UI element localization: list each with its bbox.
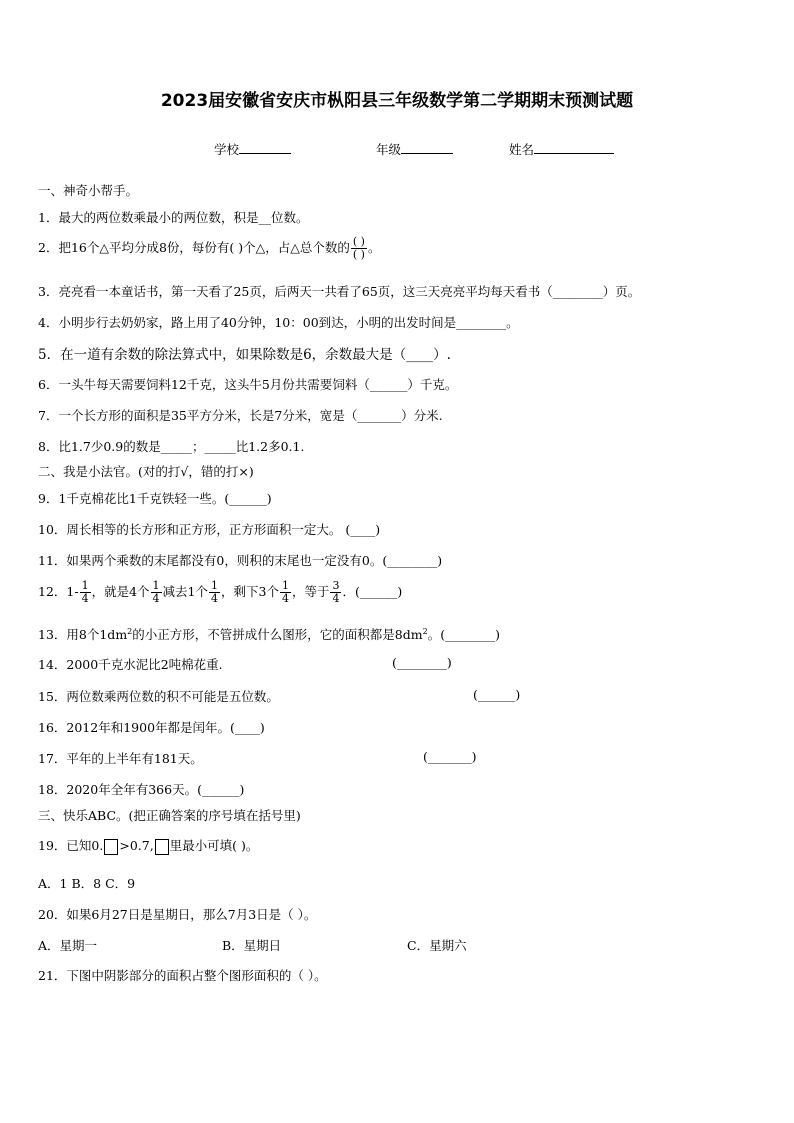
fraction-numerator: 1 [281,579,289,592]
fraction-denominator: ( ) [352,248,365,261]
fraction-denominator: 4 [81,592,89,605]
question-20-option-a[interactable]: A．星期一 [38,938,98,953]
question-19-options: A．1 B．8 C．9 [38,876,136,891]
school-blank[interactable] [239,140,291,154]
question-2-end: 。 [367,240,381,255]
question-2-text: 2．把16个△平均分成8份，每份有( )个△，占△总个数的 [38,240,350,255]
answer-box[interactable] [104,839,118,855]
question-7: 7．一个长方形的面积是35平方分米，长是7分米，宽是（_______）分米. [38,408,443,423]
q13-unit-2: 8dm [394,627,423,642]
question-20-option-b[interactable]: B．星期日 [222,938,282,953]
grade-field [376,140,453,158]
name-blank[interactable] [534,140,614,154]
question-16: 16．2012年和1900年都是闰年。(____) [38,720,265,735]
question-17: 17．平年的上半年有181天。 [38,751,203,766]
question-2-fraction [351,236,367,261]
q12-fraction-5 [330,580,341,605]
q19-part-b: >0.7, [119,838,154,853]
fraction-numerator: 1 [81,579,89,592]
school-label: 学校 [214,142,240,157]
question-14: 14．2000千克水泥比2吨棉花重. [38,657,223,672]
grade-blank[interactable] [401,140,453,154]
fraction-numerator: 3 [332,579,340,592]
name-label: 姓名 [509,142,535,157]
question-2 [38,236,381,261]
question-19 [38,836,258,855]
section-1-heading: 一、神奇小帮手。 [38,183,139,198]
question-6: 6．一头牛每天需要饲料12千克，这头牛5月份共需要饲料（______）千克。 [38,377,458,392]
question-20-option-c[interactable]: C．星期六 [407,938,467,953]
fraction-denominator: 4 [281,592,289,605]
fraction-denominator: 4 [332,592,340,605]
q13-part-c: 。(________) [427,627,500,642]
question-3: 3．亮亮看一本童话书，第一天看了25页，后两天一共看了65页，这三天亮亮平均每天看书（________）页。 [38,284,641,299]
q12-fraction-1 [80,580,91,605]
question-13 [38,625,500,643]
q13-part-b: 的小正方形，不管拼成什么图形，它的面积都是 [132,627,395,642]
question-4: 4．小明步行去奶奶家，路上用了40分钟，10：00到达，小明的出发时间是________。 [38,315,519,330]
question-20: 20．如果6月27日是星期日，那么7月3日是（ ）。 [38,907,317,922]
q13-unit-1: 1dm [99,627,128,642]
q13-sup-2: 2 [422,626,428,636]
question-8: 8．比1.7少0.9的数是_____；_____比1.2多0.1. [38,439,305,454]
school-field [214,140,291,158]
question-1: 1．最大的两位数乘最小的两位数，积是__位数。 [38,210,309,225]
question-5: 5．在一道有余数的除法算式中，如果除数是6，余数最大是（____）. [38,347,451,363]
answer-box[interactable] [155,839,169,855]
q19-part-a: 19．已知0. [38,838,104,853]
question-15: 15．两位数乘两位数的积不可能是五位数。 [38,689,279,704]
q12-fraction-3 [209,580,220,605]
name-field [509,140,614,158]
fraction-denominator: 4 [152,592,160,605]
q12-part-f: ．(______) [342,584,403,599]
section-3-heading: 三、快乐ABC。(把正确答案的序号填在括号里) [38,808,301,823]
question-15-paren: (______) [473,687,521,702]
q19-part-c: 里最小可填( )。 [169,838,259,853]
question-10: 10．周长相等的长方形和正方形，正方形面积一定大。 (____) [38,522,381,537]
q12-part-c: 减去1个 [162,584,208,599]
question-18: 18．2020年全年有366天。(______) [38,782,245,797]
q12-fraction-4 [280,580,291,605]
question-14-paren: (________) [392,655,452,670]
q12-part-d: ，剩下3个 [221,584,279,599]
question-9: 9．1千克棉花比1千克铁轻一些。(______) [38,491,272,506]
q12-part-a: 12．1- [38,584,79,599]
q12-fraction-2 [151,580,162,605]
fraction-numerator: 1 [211,579,218,592]
fraction-numerator: 1 [152,579,160,592]
question-12 [38,580,402,605]
question-17-paren: (_______) [423,749,477,764]
q13-part-a: 13．用8个 [38,627,100,642]
question-21: 21．下图中阴影部分的面积占整个图形面积的（ ）。 [38,968,327,983]
grade-label: 年级 [376,142,402,157]
fraction-numerator: ( ) [352,235,365,248]
page-title: 2023届安徽省安庆市枞阳县三年级数学第二学期期末预测试题 [160,91,634,111]
q13-sup-1: 2 [127,626,133,636]
question-11: 11．如果两个乘数的末尾都没有0，则积的末尾也一定没有0。(________) [38,553,443,568]
q12-part-b: ，就是4个 [91,584,150,599]
q12-part-e: ，等于 [291,584,330,599]
fraction-denominator: 4 [211,592,218,605]
section-2-heading: 二、我是小法官。(对的打√，错的打×) [38,464,254,479]
